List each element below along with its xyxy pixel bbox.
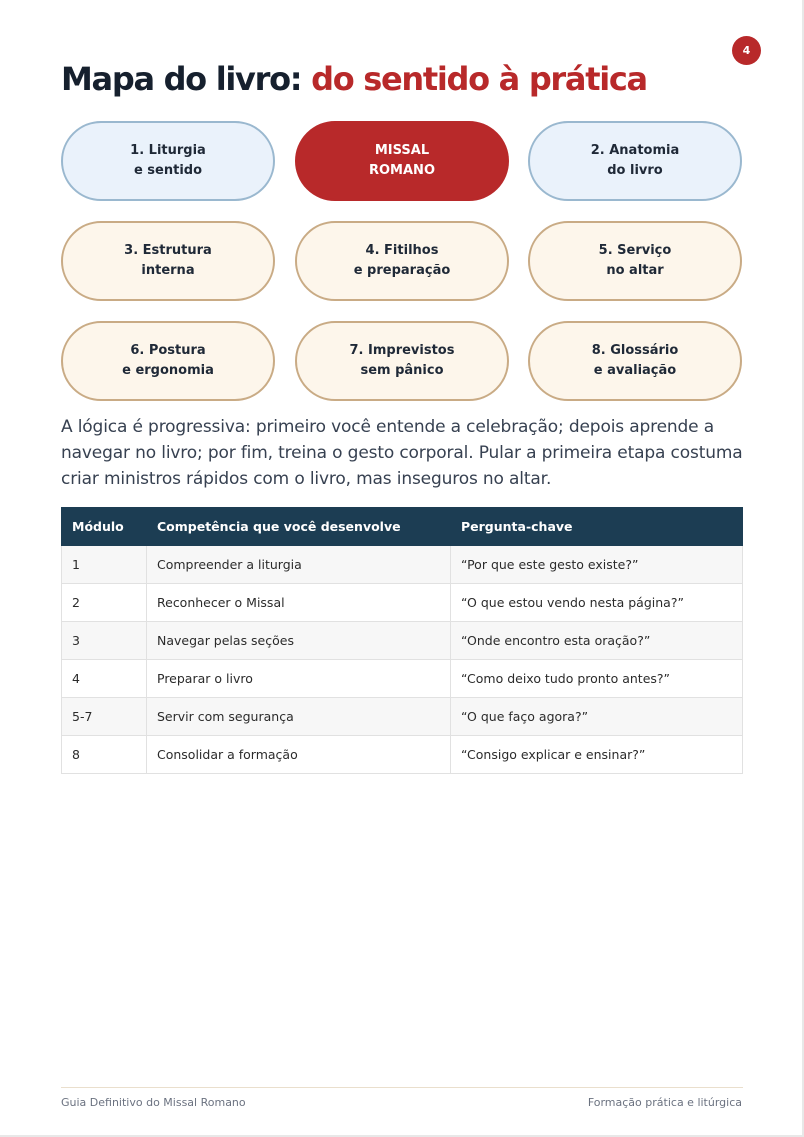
cell-modulo: 5-7 [62,698,147,736]
cell-competencia: Consolidar a formação [147,736,451,774]
map-node-line: e ergonomia [122,363,214,378]
map-node-line: interna [141,263,195,278]
map-node-line: MISSAL [374,143,430,158]
map-node-line: 1. Liturgia [130,143,206,158]
map-node-line: 8. Glossário [591,343,679,358]
map-node-missal-romano [295,121,509,201]
column-header-competencia: Competência que você desenvolve [147,508,451,546]
cell-pergunta: “Como deixo tudo pronto antes?” [451,660,743,698]
map-node-line: 3. Estrutura [124,243,212,258]
map-node-line: no altar [606,263,664,278]
map-node-servico [528,221,742,301]
cell-pergunta: “O que faço agora?” [451,698,743,736]
map-node-line: sem pânico [360,363,444,378]
table-row [62,736,743,774]
table-row [62,622,743,660]
map-node-line: e sentido [133,163,203,178]
table-row [62,584,743,622]
lead-paragraph: A lógica é progressiva: primeiro você entende a celebração; depois aprende a navegar no livro; por fim, treina o gesto corporal. Pular a primeira etapa costuma criar ministros rápidos com o livro, mas inseguros no altar. [61,417,743,489]
map-node-glossario [528,321,742,401]
cell-modulo: 3 [62,622,147,660]
cell-competencia: Navegar pelas seções [147,622,451,660]
map-node-line: do livro [607,163,663,178]
table-row [62,546,743,584]
cell-competencia: Compreender a liturgia [147,546,451,584]
page-title [61,60,647,98]
map-node-postura [61,321,275,401]
map-node-fitilhos [295,221,509,301]
map-node-line: e avaliação [593,363,677,378]
map-node-line: e preparação [353,263,451,278]
modules-table [61,507,743,774]
page-number-badge: 4 [732,36,761,65]
cell-modulo: 2 [62,584,147,622]
column-header-modulo: Módulo [62,508,147,546]
cell-modulo: 4 [62,660,147,698]
map-node-line: 7. Imprevistos [349,343,455,358]
cell-pergunta: “O que estou vendo nesta página?” [451,584,743,622]
map-node-imprevistos [295,321,509,401]
cell-pergunta: “Consigo explicar e ensinar?” [451,736,743,774]
cell-pergunta: “Por que este gesto existe?” [451,546,743,584]
map-node-estrutura [61,221,275,301]
table-row [62,698,743,736]
map-node-anatomia [528,121,742,201]
map-node-line: 6. Postura [130,343,206,358]
cell-modulo: 1 [62,546,147,584]
map-node-liturgia [61,121,275,201]
footer-divider [61,1087,743,1088]
footer-subtitle: Formação prática e litúrgica [587,1096,742,1109]
table-row [62,660,743,698]
page-title-main: Mapa do livro: [61,60,302,98]
page-title-accent: do sentido à prática [311,60,647,98]
cell-competencia: Preparar o livro [147,660,451,698]
cell-pergunta: “Onde encontro esta oração?” [451,622,743,660]
table-header-row [62,508,743,546]
footer-book-title: Guia Definitivo do Missal Romano [61,1096,246,1109]
cell-modulo: 8 [62,736,147,774]
map-node-line: 2. Anatomia [590,143,680,158]
cell-competencia: Reconhecer o Missal [147,584,451,622]
map-node-line: 4. Fitilhos [365,243,439,258]
cell-competencia: Servir com segurança [147,698,451,736]
column-header-pergunta: Pergunta-chave [451,508,743,546]
map-node-line: 5. Serviço [598,243,672,258]
map-node-line: ROMANO [369,163,435,178]
